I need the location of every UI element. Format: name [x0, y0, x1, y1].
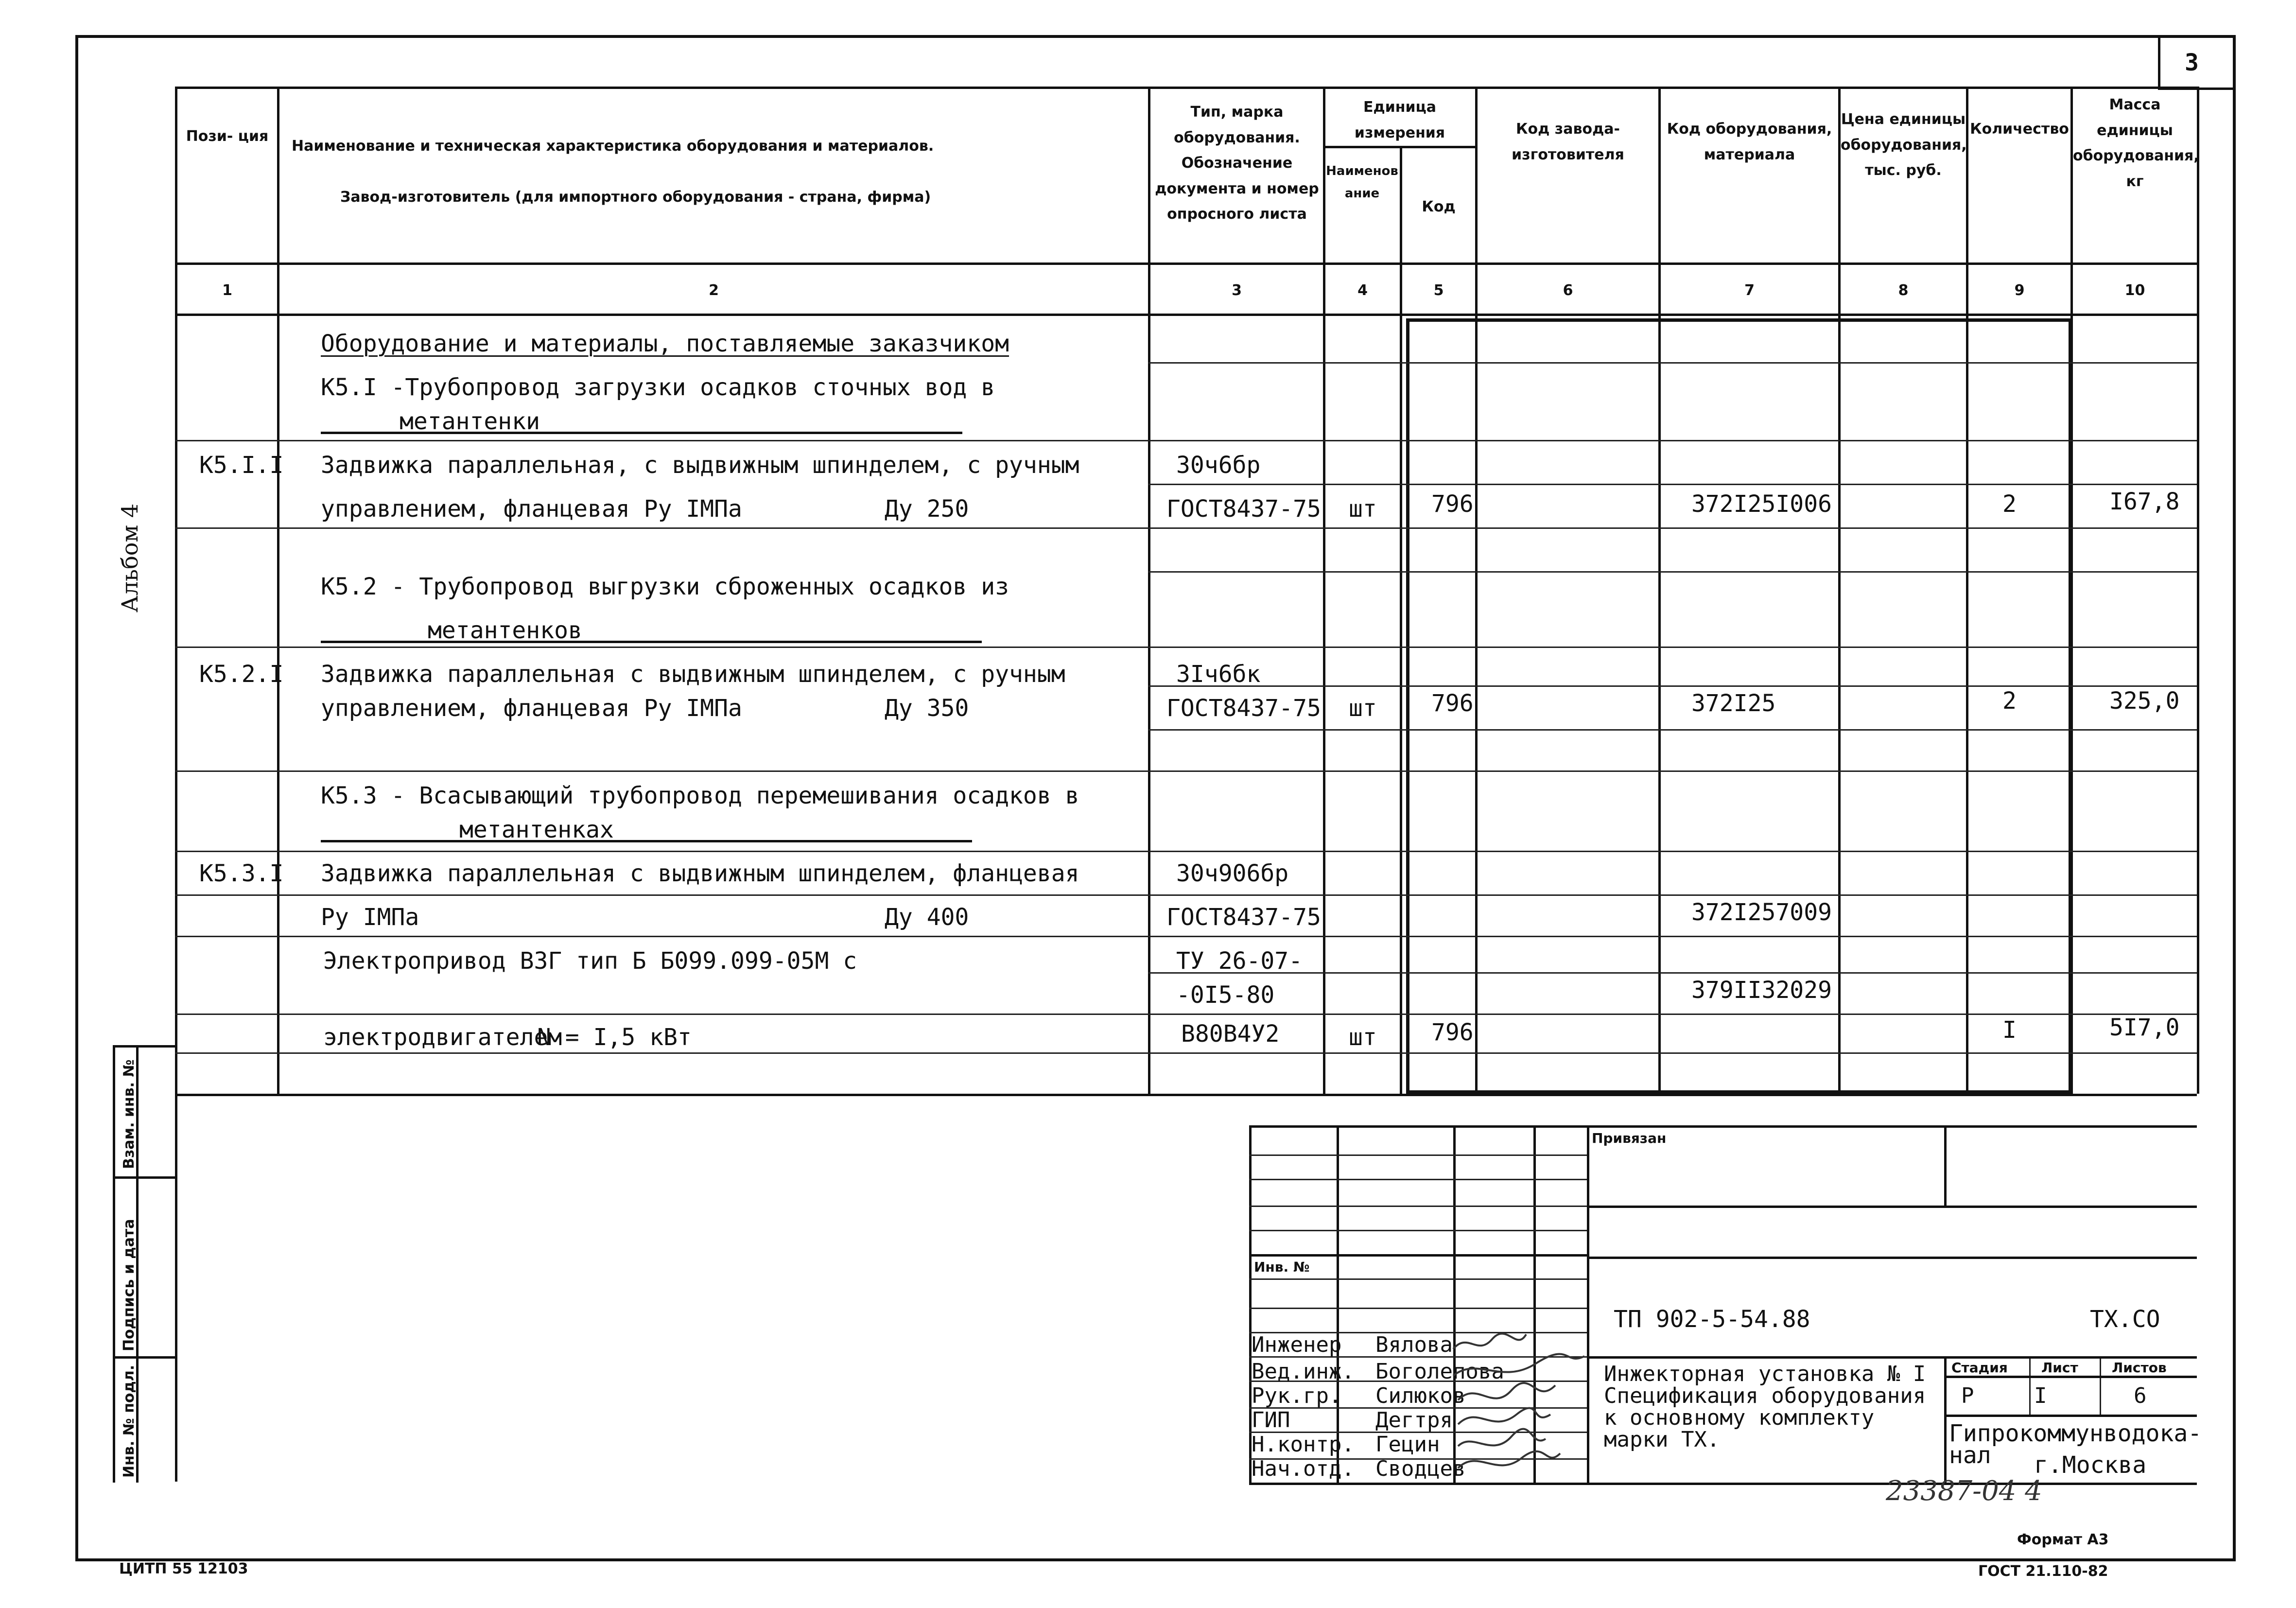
role-norm-control: Н.контр. [1252, 1432, 1355, 1457]
motor-power: N = I,5 кВт [537, 1024, 692, 1051]
row-rule [175, 1014, 2197, 1015]
org-line2: нал [1949, 1442, 1991, 1469]
k521-position: К5.2.I [199, 661, 284, 688]
motor-mass: 5I7,0 [2109, 1014, 2180, 1041]
k521-name-line2: управлением, фланцевая Ру IМПа [321, 695, 742, 722]
colnum-1: 1 [222, 282, 232, 299]
numbers-bottom-rule [175, 314, 2197, 316]
stamp-col [1944, 1125, 1947, 1206]
table-right-rule [2197, 87, 2199, 1094]
k531-type-line2: ГОСТ8437-75 [1166, 904, 1321, 931]
k521-nominal-diameter: Ду 350 [885, 695, 969, 722]
stamp-rule [1249, 1230, 1587, 1231]
role-dept-head: Нач.отд. [1252, 1456, 1355, 1481]
k511-unit-code: 796 [1431, 490, 1474, 518]
k52-title-line1: К5.2 - Трубопровод выгрузки сброженных осадков из [321, 573, 1009, 600]
k53-title-line1: К5.3 - Всасывающий трубопровод перемешивания осадков в [321, 782, 1079, 809]
doc-title-line3: к основному комплекту [1604, 1405, 1875, 1430]
row-rule [175, 936, 2197, 937]
stamp-rule [1587, 1206, 2197, 1208]
stamp-rule [1944, 1376, 2197, 1378]
stamp-col [2029, 1356, 2031, 1415]
k52-title-underline [321, 641, 982, 643]
header-bottom-rule [175, 262, 2197, 265]
row-rule [175, 440, 2197, 441]
k521-type-line1: 3Iч6бк [1176, 661, 1261, 688]
stamp-rule [1249, 1154, 1587, 1156]
k521-mass: 325,0 [2109, 687, 2180, 715]
role-lead-engineer: Вед.инж. [1252, 1359, 1355, 1384]
side-strip-rule [113, 1176, 175, 1179]
row-rule [175, 527, 2197, 529]
doc-title-line1: Инжекторная установка № I [1604, 1362, 1926, 1386]
name-group-head: Силюков [1375, 1383, 1466, 1408]
motor-quantity: I [2002, 1016, 2017, 1044]
stamp-list: I [2034, 1383, 2047, 1408]
stamp-rule [1587, 1356, 2197, 1359]
header-col2-line1: Наименование и техническая характеристика оборудования и материалов. [292, 138, 934, 155]
colnum-10: 10 [2124, 282, 2145, 299]
row-rule [1148, 729, 2197, 731]
name-dept-head: Сводцев [1375, 1456, 1466, 1481]
k521-name-line1: Задвижка параллельная с выдвижным шпинделем, с ручным [321, 661, 1065, 688]
table-top-rule [175, 87, 2197, 89]
drive-type-line2: -0I5-80 [1176, 981, 1275, 1009]
header-col45: Единица измерения [1354, 99, 1445, 141]
side-strip-left [113, 1045, 115, 1483]
name-chief-engineer: Дегтря [1375, 1408, 1453, 1433]
k531-material-code: 372I257009 [1691, 899, 1832, 926]
stamp-rule [1249, 1254, 1587, 1257]
k521-unit-code: 796 [1431, 690, 1474, 717]
k53-title-underline [321, 840, 972, 842]
k531-name-line2: Ру IМПа [321, 904, 419, 931]
header-col4: Наименование [1326, 164, 1398, 201]
k51-title-line2: метантенки [400, 408, 540, 435]
doc-mark: ТХ.СО [2090, 1306, 2160, 1333]
header-col5: Код [1422, 198, 1456, 215]
row-rule [1148, 571, 2197, 573]
row-rule [175, 647, 2197, 648]
format-label: Формат А3 [2017, 1531, 2109, 1548]
k511-unit: шт [1349, 495, 1377, 523]
k53-title-line2: метантенках [459, 816, 614, 843]
k511-type-line2: ГОСТ8437-75 [1166, 495, 1321, 523]
colnum-7: 7 [1744, 282, 1755, 299]
motor-type: В80В4У2 [1181, 1020, 1280, 1048]
k511-material-code: 372I25I006 [1691, 490, 1832, 518]
row-rule [1148, 685, 2197, 687]
k511-name-line1: Задвижка параллельная, с выдвижным шпинделем, с ручным [321, 452, 1079, 479]
row-rule [175, 770, 2197, 772]
name-norm-control: Гецин [1375, 1432, 1440, 1457]
stamp-bottom-rule [1249, 1483, 2197, 1485]
k531-position: К5.3.I [199, 860, 284, 887]
colnum-3: 3 [1232, 282, 1242, 299]
k511-name-line2: управлением, фланцевая Ру IМПа [321, 495, 742, 523]
k51-title-underline [321, 432, 962, 434]
row-rule [175, 1052, 2197, 1054]
name-lead-engineer: Боголепова [1375, 1359, 1504, 1384]
k511-mass: I67,8 [2109, 488, 2180, 515]
row-rule [1148, 972, 2197, 974]
stamp-stadia-label: Стадия [1951, 1360, 2008, 1376]
k521-unit: шт [1349, 695, 1377, 722]
motor-unit: шт [1349, 1024, 1377, 1051]
k511-type-line1: 30ч6бр [1176, 452, 1261, 479]
row-rule [1148, 484, 2197, 485]
role-chief-engineer: ГИП [1252, 1408, 1290, 1433]
stamp-listov: 6 [2134, 1383, 2147, 1408]
stamp-col [2100, 1356, 2101, 1415]
stamp-listov-label: Листов [2112, 1360, 2167, 1376]
page-number-box-left [2158, 35, 2160, 88]
col-divider-2 [1148, 87, 1150, 1094]
col-divider-1 [277, 87, 279, 1094]
doc-title-line4: марки ТХ. [1604, 1427, 1720, 1452]
handwritten-number: 23387-04 4 [1886, 1475, 2042, 1507]
side-strip-rule [113, 1045, 175, 1048]
k51-title-line1: К5.I -Трубопровод загрузки осадков сточных вод в [321, 374, 995, 401]
k531-nominal-diameter: Ду 400 [885, 904, 969, 931]
row-rule [175, 894, 2197, 896]
stamp-rule [1249, 1308, 1587, 1309]
colnum-4: 4 [1357, 282, 1368, 299]
role-engineer: Инженер [1252, 1332, 1342, 1357]
colnum-9: 9 [2014, 282, 2025, 299]
doc-title-line2: Спецификация оборудования [1604, 1383, 1926, 1408]
name-engineer: Вялова [1375, 1332, 1453, 1357]
colnum-6: 6 [1563, 282, 1573, 299]
stamp-rule [1944, 1415, 2197, 1417]
k511-quantity: 2 [2002, 490, 2017, 518]
citp-label: ЦИТП 55 12103 [119, 1560, 248, 1577]
role-group-head: Рук.гр. [1252, 1383, 1342, 1408]
colnum-8: 8 [1898, 282, 1909, 299]
side-inv-podl: Инв. № подл. [121, 1364, 138, 1478]
drive-material-code: 379II32029 [1691, 977, 1832, 1004]
col-divider-3 [1323, 87, 1325, 1094]
k521-material-code: 372I25 [1691, 690, 1776, 717]
row-rule [175, 851, 2197, 852]
stamp-list-label: Лист [2041, 1360, 2078, 1376]
colnum-2: 2 [709, 282, 719, 299]
header-col9: Количество [1970, 121, 2069, 138]
k531-name-line1: Задвижка параллельная с выдвижным шпинделем, фланцевая [321, 860, 1079, 887]
unit-subheader-rule [1323, 146, 1475, 148]
header-col6: Код завода-изготовителя [1512, 121, 1624, 163]
page-number: 3 [2185, 49, 2199, 76]
k521-type-line2: ГОСТ8437-75 [1166, 695, 1321, 722]
header-col10: Масса единицы оборудования, кг [2073, 96, 2199, 190]
signatures-graphic [1448, 1322, 1594, 1483]
side-strip-rule [113, 1356, 175, 1359]
header-col7: Код оборудования, материала [1667, 121, 1832, 163]
stamp-rule [1587, 1257, 2197, 1259]
gost-label: ГОСТ 21.110-82 [1978, 1563, 2108, 1580]
album-label: Альбом 4 [117, 503, 143, 612]
header-col2-line2: Завод-изготовитель (для импортного оборудования - страна, фирма) [340, 189, 931, 206]
stamp-stadia: Р [1961, 1383, 1974, 1408]
stamp-rule [1249, 1206, 1587, 1207]
motor-name: электродвигателем [323, 1024, 562, 1051]
colnum-5: 5 [1433, 282, 1444, 299]
drive-type-line1: ТУ 26-07- [1176, 947, 1303, 975]
stamp-privyazan: Привязан [1592, 1130, 1667, 1146]
side-podpis: Подпись и дата [121, 1219, 138, 1351]
stamp-rule [1249, 1278, 1587, 1280]
motor-unit-code: 796 [1431, 1019, 1474, 1046]
header-col8: Цена единицы оборудования, тыс. руб. [1841, 111, 1967, 179]
side-vzam: Взам. инв. № [121, 1059, 138, 1169]
k521-quantity: 2 [2002, 687, 2017, 715]
header-col1: Пози- ция [186, 128, 269, 145]
drive-name-line1: Электропривод ВЗГ тип Б Б099.099-05М с [323, 947, 857, 975]
k52-title-line2: метантенков [428, 617, 582, 644]
k511-nominal-diameter: Ду 250 [885, 495, 969, 523]
row-rule [1148, 362, 2197, 364]
org-line1: Гипрокоммунводока- [1949, 1420, 2202, 1447]
stamp-top-rule [1249, 1125, 2197, 1128]
stamp-inv-no: Инв. № [1254, 1259, 1310, 1275]
doc-code: ТП 902-5-54.88 [1614, 1306, 1810, 1333]
section-title: Оборудование и материалы, поставляемые заказчиком [321, 330, 1009, 357]
table-bottom-rule [175, 1094, 2197, 1096]
header-col3: Тип, марка оборудования. Обозначение документа и номер опросного листа [1155, 104, 1319, 223]
k531-type-line1: 30ч906бр [1176, 860, 1289, 887]
k511-position: К5.I.I [199, 452, 284, 479]
stamp-col [1944, 1356, 1947, 1483]
stamp-rule [1249, 1179, 1587, 1180]
org-city: г.Москва [2034, 1451, 2147, 1479]
